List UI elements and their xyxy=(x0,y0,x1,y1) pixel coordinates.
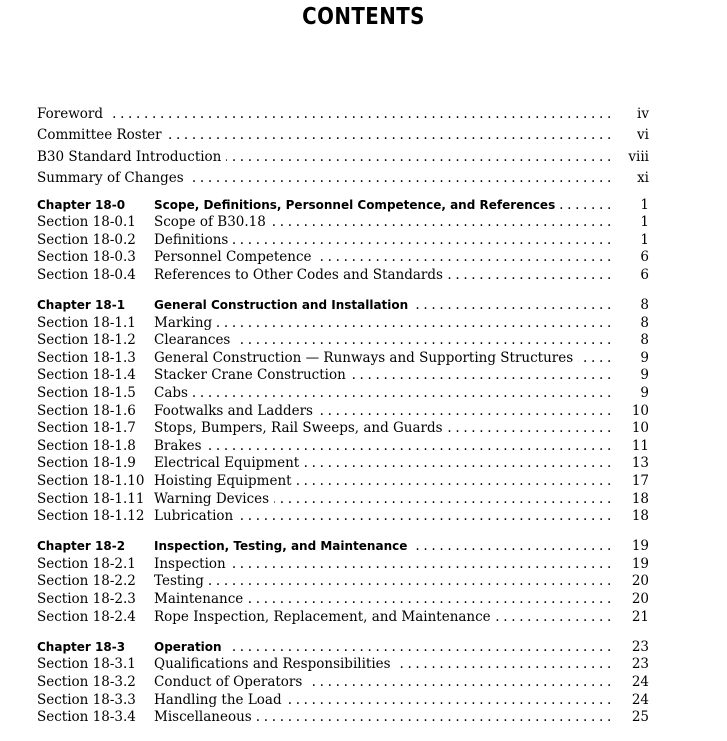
section-entry-title-leader xyxy=(154,674,611,692)
section-entry-title: References to Other Codes and Standards xyxy=(154,267,448,283)
section-entry-page-number: 24 xyxy=(631,673,649,690)
section-entry-page-number: 1 xyxy=(640,231,649,248)
section-entry xyxy=(37,455,649,473)
front-matter-entry xyxy=(37,168,649,189)
chapter-entry-page-number: 23 xyxy=(631,638,649,655)
section-entry-page-number: 9 xyxy=(640,385,649,401)
section-entry-title-leader xyxy=(154,455,611,473)
front-matter-entry-title-leader xyxy=(37,125,611,146)
section-entry-label: Section 18-1.11 xyxy=(37,490,145,507)
section-entry xyxy=(37,491,649,509)
section-entry-page-number: 9 xyxy=(640,367,649,384)
front-matter-entry-title-leader xyxy=(37,168,611,189)
section-entry-label: Section 18-1.5 xyxy=(37,385,136,401)
section-entry-title: Conduct of Operators xyxy=(154,674,307,690)
section-entry-title: Qualifications and Responsibilities xyxy=(154,656,396,672)
section-entry xyxy=(37,214,649,232)
section-entry-title-leader xyxy=(154,214,611,232)
section-entry xyxy=(37,438,649,456)
section-entry-page-number: 1 xyxy=(640,214,649,231)
chapter-entry-label: Chapter 18-1 xyxy=(37,298,126,313)
section-entry xyxy=(37,232,649,250)
front-matter-entry xyxy=(37,125,649,146)
section-entry-page-number: 17 xyxy=(631,472,649,489)
section-entry-page-number: 8 xyxy=(640,332,649,349)
section-entry-title-leader xyxy=(154,656,611,674)
section-entry xyxy=(37,709,649,727)
section-entry-title-leader xyxy=(154,350,611,368)
section-entry-label: Section 18-3.3 xyxy=(37,691,136,708)
section-entry-label: Section 18-1.2 xyxy=(37,332,136,349)
section-entry-title-leader xyxy=(154,403,611,421)
section-entry-page-number: 21 xyxy=(631,608,649,625)
chapter-entry-label: Chapter 18-0 xyxy=(37,197,126,212)
section-entry-page-number: 6 xyxy=(640,266,649,283)
section-entry-title: Clearances xyxy=(154,332,235,348)
chapter-entry-title-leader xyxy=(154,297,611,315)
section-entry-page-number: 20 xyxy=(631,573,649,590)
section-entry-title-leader xyxy=(154,438,611,456)
section-entry-page-number: 11 xyxy=(631,437,649,454)
section-entry-page-number: 9 xyxy=(640,349,649,366)
section-entry-title-leader xyxy=(154,232,611,250)
section-entry-label: Section 18-2.1 xyxy=(37,555,136,572)
front-matter-entry-page-number: xi xyxy=(637,170,649,187)
section-entry-title: Stops, Bumpers, Rail Sweeps, and Guards xyxy=(154,420,448,436)
front-matter-entry-title: B30 Standard Introduction xyxy=(37,149,226,165)
section-entry xyxy=(37,473,649,491)
table-of-contents xyxy=(37,104,649,727)
chapter-entry-page-number: 1 xyxy=(640,196,649,213)
section-entry xyxy=(37,367,649,385)
section-entry-title-leader xyxy=(154,267,611,285)
section-entry-page-number: 19 xyxy=(631,555,649,572)
section-entry-page-number: 25 xyxy=(631,709,649,726)
section-entry xyxy=(37,332,649,350)
chapter-entry xyxy=(37,297,649,315)
section-entry-label: Section 18-2.4 xyxy=(37,608,136,625)
front-matter-entry-title: Summary of Changes xyxy=(37,170,189,186)
section-entry-title: Personnel Competence xyxy=(154,249,317,265)
section-entry-label: Section 18-2.3 xyxy=(37,591,136,608)
section-entry-title: Testing xyxy=(154,573,209,589)
chapter-entry-title-leader xyxy=(154,639,611,657)
front-matter-entry-title-leader xyxy=(37,147,611,168)
section-entry-title: Hoisting Equipment xyxy=(154,473,297,489)
section-entry-page-number: 10 xyxy=(631,420,649,437)
section-entry-title-leader xyxy=(154,491,611,509)
section-entry xyxy=(37,385,649,403)
section-entry xyxy=(37,267,649,285)
section-entry-title-leader xyxy=(154,609,611,627)
section-entry xyxy=(37,420,649,438)
section-entry-title-leader xyxy=(154,473,611,491)
chapter-entry xyxy=(37,639,649,657)
section-entry xyxy=(37,508,649,526)
section-entry-title: General Construction — Runways and Supporting Structures xyxy=(154,350,578,366)
section-entry xyxy=(37,692,649,710)
front-matter-entry xyxy=(37,147,649,168)
chapter-entry-label: Chapter 18-2 xyxy=(37,539,126,554)
chapter-entry-title: Operation xyxy=(154,640,227,654)
section-entry xyxy=(37,249,649,267)
section-entry-label: Section 18-1.8 xyxy=(37,437,136,454)
section-entry-label: Section 18-3.1 xyxy=(37,656,136,673)
section-entry-title-leader xyxy=(154,315,611,333)
section-entry-label: Section 18-1.6 xyxy=(37,402,136,419)
section-entry-title-leader xyxy=(154,385,611,403)
section-entry-title: Maintenance xyxy=(154,591,248,607)
section-entry-title: Scope of B30.18 xyxy=(154,214,271,230)
chapter-entry-title: Scope, Definitions, Personnel Competence, and References xyxy=(154,198,560,212)
front-matter-entry xyxy=(37,104,649,125)
chapter-entry-title-leader xyxy=(154,197,611,215)
section-entry xyxy=(37,556,649,574)
chapter-entry-title: Inspection, Testing, and Maintenance xyxy=(154,539,412,553)
front-matter-entry-page-number: viii xyxy=(628,148,649,165)
section-entry xyxy=(37,609,649,627)
front-matter-entry-page-number: iv xyxy=(637,106,649,122)
section-entry-title: Handling the Load xyxy=(154,692,287,708)
section-entry-title-leader xyxy=(154,591,611,609)
section-entry-title: Definitions xyxy=(154,232,233,248)
section-entry-title: Rope Inspection, Replacement, and Maintenance xyxy=(154,609,496,625)
front-matter-entry-title: Foreword xyxy=(37,106,108,122)
section-entry xyxy=(37,674,649,692)
section-entry-label: Section 18-1.1 xyxy=(37,314,136,331)
section-entry-page-number: 8 xyxy=(640,314,649,331)
section-entry xyxy=(37,350,649,368)
chapter-entry-page-number: 8 xyxy=(640,297,649,314)
section-entry-page-number: 20 xyxy=(631,591,649,608)
section-entry-title: Miscellaneous xyxy=(154,709,257,725)
section-entry xyxy=(37,403,649,421)
section-entry-label: Section 18-3.4 xyxy=(37,709,136,726)
section-entry-page-number: 23 xyxy=(631,656,649,673)
section-entry-label: Section 18-0.2 xyxy=(37,231,136,248)
section-entry-title-leader xyxy=(154,508,611,526)
section-entry-title-leader xyxy=(154,420,611,438)
section-entry-title: Cabs xyxy=(154,385,193,401)
section-entry-title-leader xyxy=(154,556,611,574)
section-entry-label: Section 18-1.12 xyxy=(37,508,145,525)
section-entry-title: Lubrication xyxy=(154,508,238,524)
section-entry-page-number: 18 xyxy=(631,490,649,507)
section-entry-title: Stacker Crane Construction xyxy=(154,367,351,383)
section-entry-label: Section 18-1.10 xyxy=(37,472,145,489)
section-entry-label: Section 18-1.4 xyxy=(37,367,136,384)
section-entry-title-leader xyxy=(154,692,611,710)
section-entry-title: Brakes xyxy=(154,438,207,454)
section-entry-title: Footwalks and Ladders xyxy=(154,403,318,419)
section-entry-label: Section 18-0.1 xyxy=(37,214,136,231)
section-entry-title-leader xyxy=(154,709,611,727)
front-matter-entry-page-number: vi xyxy=(637,127,649,144)
section-entry-label: Section 18-0.4 xyxy=(37,266,136,283)
chapter-entry-label: Chapter 18-3 xyxy=(37,639,126,654)
page-title: CONTENTS xyxy=(302,4,425,30)
section-entry-title-leader xyxy=(154,332,611,350)
section-entry-title: Warning Devices xyxy=(154,491,274,507)
section-entry-page-number: 13 xyxy=(631,455,649,472)
section-entry xyxy=(37,591,649,609)
section-entry-title-leader xyxy=(154,249,611,267)
section-entry-label: Section 18-2.2 xyxy=(37,573,136,590)
section-entry xyxy=(37,573,649,591)
section-entry-label: Section 18-1.3 xyxy=(37,349,136,366)
section-entry-label: Section 18-1.9 xyxy=(37,455,136,472)
section-entry-title-leader xyxy=(154,367,611,385)
chapter-entry xyxy=(37,538,649,556)
chapter-entry xyxy=(37,197,649,215)
front-matter-entry-title: Committee Roster xyxy=(37,127,167,143)
section-entry-page-number: 6 xyxy=(640,249,649,266)
section-entry-page-number: 24 xyxy=(631,691,649,708)
section-entry-page-number: 18 xyxy=(631,508,649,525)
chapter-entry-page-number: 19 xyxy=(631,538,649,555)
section-entry xyxy=(37,656,649,674)
section-entry-title: Marking xyxy=(154,315,217,331)
front-matter-entry-title-leader xyxy=(37,104,611,125)
section-entry-title: Electrical Equipment xyxy=(154,455,304,471)
section-entry-page-number: 10 xyxy=(631,402,649,419)
section-entry-label: Section 18-0.3 xyxy=(37,249,136,266)
section-entry-title-leader xyxy=(154,573,611,591)
chapter-entry-title: General Construction and Installation xyxy=(154,298,413,312)
section-entry-label: Section 18-1.7 xyxy=(37,420,136,437)
section-entry-title: Inspection xyxy=(154,556,231,572)
section-entry-label: Section 18-3.2 xyxy=(37,673,136,690)
chapter-entry-title-leader xyxy=(154,538,611,556)
section-entry xyxy=(37,315,649,333)
